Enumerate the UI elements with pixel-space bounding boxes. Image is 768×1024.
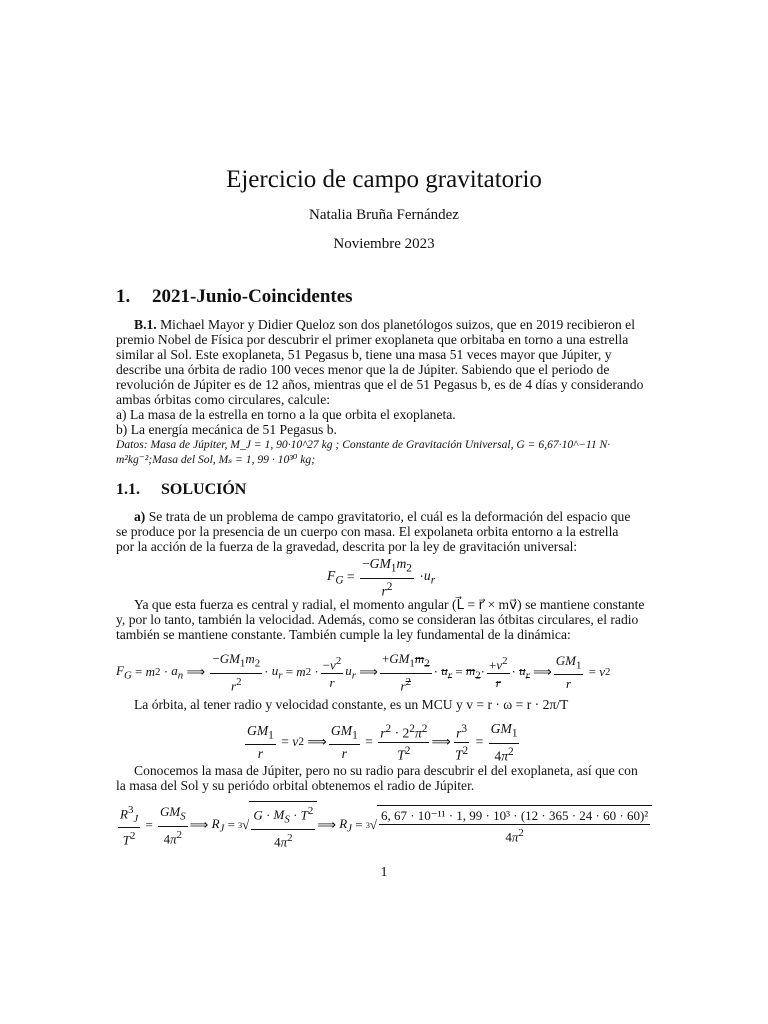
solution-line: Conocemos la masa de Júpiter, pero no su radio para descubrir el del exoplaneta, así que con <box>134 763 638 778</box>
subsection-title: SOLUCIÓN <box>161 481 247 498</box>
part-a-label: a) <box>134 509 146 524</box>
solution-line: Ya que esta fuerza es central y radial, el momento angular (L⃗ = r⃗ × mv⃗) se mantiene constante <box>134 597 645 612</box>
solution-line: y, por lo tanto, también la velocidad. Además, como se consideran las ótbitas circulares, el radio <box>116 612 639 627</box>
equation-mcu: $\frac{GM_1}{r}$ = v 2 ⟹ $\frac{GM_1}{r}$ = $\frac{r^2 \cdot 2^2\pi^2}{T^2}$ ⟹ $\frac{r^3}{T^2}$ = $\frac{GM_1}{4\pi^2}$ <box>247 721 518 764</box>
solution-paragraph-4 <box>116 763 653 793</box>
section-number: 1. <box>116 286 131 307</box>
problem-data-line: m²kg⁻²;Masa del Sol, Mₛ = 1, 99 · 10³⁰ kg; <box>116 453 316 466</box>
problem-line: revolución de Júpiter es de 12 años, mientras que el de 51 Pegasus b, es de 4 días y considerando <box>116 377 644 392</box>
solution-line: también se mantiene constante. También cumple la ley fundamental de la dinámica: <box>116 627 571 642</box>
solution-line: La órbita, al tener radio y velocidad constante, es un MCU y v = r · ω = r · 2π/T <box>134 697 569 712</box>
document-date: Noviembre 2023 <box>333 236 435 252</box>
problem-line: a) La masa de la estrella en torno a la que orbita el exoplaneta. <box>116 407 456 422</box>
problem-line: describe una órbita de radio 100 veces menor que la de Júpiter. Sabiendo que el periodo de <box>116 362 610 377</box>
equation-gravitation-law: $F_G$ = $\frac{-GM_1m_2}{r^2}$ · $u_r$ <box>327 556 436 599</box>
solution-line: la masa del Sol y su periódo orbital obtenemos el radio de Júpiter. <box>116 778 475 793</box>
solution-paragraph-2 <box>116 597 653 642</box>
problem-statement <box>116 317 653 467</box>
problem-line: b) La energía mecánica de 51 Pegasus b. <box>116 422 337 437</box>
solution-line: Se trata de un problema de campo gravitatorio, el cuál es la deformación del espacio que <box>148 509 631 524</box>
section-title: 2021-Junio-Coincidentes <box>152 286 353 307</box>
section-heading <box>116 286 353 308</box>
document-title: Ejercicio de campo gravitatorio <box>226 166 542 193</box>
problem-label: B.1. <box>134 317 157 332</box>
document-author: Natalia Bruña Fernández <box>309 207 459 223</box>
numeric-expression: 6, 67 · 10⁻¹¹ · 1, 99 · 10³ · (12 · 365 · 24 · 60 · 60)² <box>380 808 649 824</box>
problem-line: similar al Sol. Este exoplaneta, 51 Pegasus b, tiene una masa 51 veces mayor que Júpiter, y <box>116 347 612 362</box>
page-number: 1 <box>380 864 388 879</box>
problem-data-line: Datos: Masa de Júpiter, M_J = 1, 90·10^27 kg ; Constante de Gravitación Universal, G = 6,67·10^−11 N· <box>116 438 611 451</box>
solution-line: se produce por la presencia de un cuerpo con masa. El expolaneta orbita entorno a la estrella <box>116 524 619 539</box>
solution-line: por la acción de la fuerza de la gravedad, descrita por la ley de gravitación universal: <box>116 539 578 554</box>
solution-paragraph-3 <box>116 697 653 712</box>
subsection-number: 1.1. <box>116 481 140 498</box>
equation-dynamics: $F_G$ = m 2 · $a_n$ ⟹ $\frac{-GM_1m_2}{r^2}$ · $u_r$ = m 2 · $\frac{-v^2}{r}$ $u_r$ ⟹ $\frac{+GM_1m_2}{r^2}$ · $u_r$ = $m_2$ · $\frac{+v^2}{r}$ · $u_r$ ⟹ $\frac{GM_1}{r}$ = v 2 <box>116 651 611 693</box>
problem-line: premio Nobel de Física por descubrir el primer exoplaneta que orbitaba en torno a una estrella <box>116 332 629 347</box>
problem-line: Michael Mayor y Didier Queloz son dos planetólogos suizos, que en 2019 recibieron el <box>160 317 635 332</box>
subsection-heading <box>116 481 246 499</box>
solution-paragraph-1 <box>116 509 653 554</box>
equation-jupiter-radius: $\frac{R^3_J}{T^2}$ = $\frac{GM_S}{4\pi^2}$ ⟹ $R_J$ = 3 √ $\frac{G \cdot M_S \cdot T^2}{4\pi^2}$ ⟹ $R_J$ = 3 √ $\frac{\text{6, 67 · 10⁻¹¹ · 1, 99 · 10³ · (12 · 365 · 24 · 60 · 60)²}}{4\pi^2}$ <box>116 801 652 849</box>
problem-line: ambas órbitas como circulares, calcule: <box>116 392 331 407</box>
